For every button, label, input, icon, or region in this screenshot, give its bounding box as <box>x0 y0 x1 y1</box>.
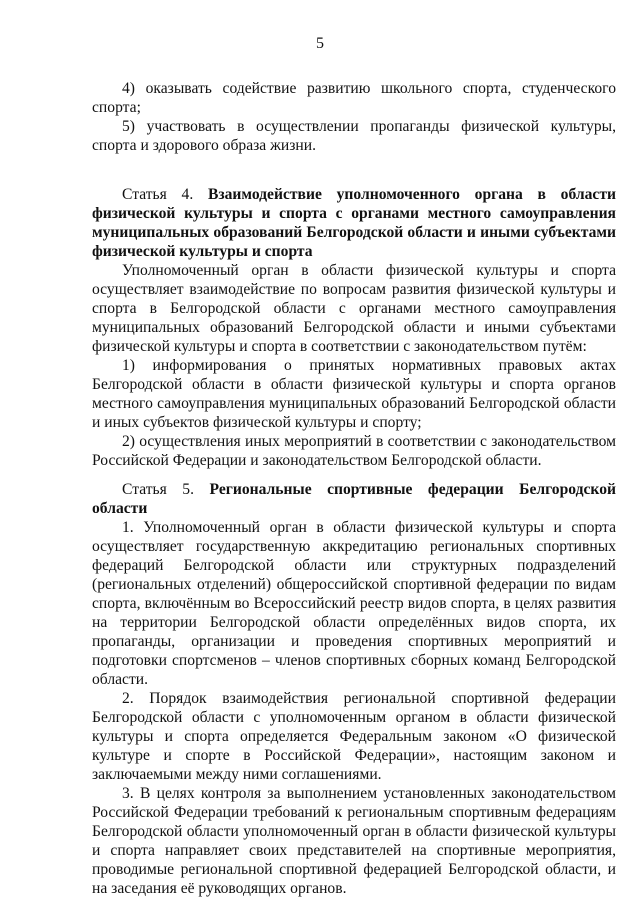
article-4-title: Взаимодействие уполномоченного органа в области физической культуры и спорта с органами местного самоуправления муниципальных образований Белгородской области и иными субъектами физической культуры и спорта <box>92 186 616 260</box>
list-item-5: 5) участвовать в осуществлении пропаганды физической культуры, спорта и здорового образа жизни. <box>92 118 616 154</box>
article-5-paragraph-2: 2. Порядок взаимодействия региональной спортивной федерации Белгородской области с уполномоченным органом в области физической культуры и спорта определяется Федеральным законом «О физической культуре и спорте в Российской Федерации», настоящим законом и заключаемыми между ними соглашениями. <box>92 690 616 783</box>
article-5-paragraph-3: 3. В целях контроля за выполнением установленных законодательством Российской Федерации требований к региональным спортивным федерациям Белгородской области уполномоченный орган в области физической культуры и спорта направляет своих представителей на спортивные мероприятия, проводимые региональной спортивной федерацией Белгородской области, и на заседания её руководящих органов. <box>92 785 616 897</box>
article-4-label: Статья 4. <box>122 186 194 203</box>
page-number: 5 <box>316 35 324 52</box>
article-5-heading <box>92 480 616 518</box>
article-5-label: Статья 5. <box>122 481 195 498</box>
article-4-paragraph-1: 1) информирования о принятых нормативных правовых актах Белгородской области в области физической культуры и спорта органов местного самоуправления муниципальных образований Белгородской области и иных субъектов физической культуры и спорту; <box>92 357 616 431</box>
list-continuation <box>92 79 616 155</box>
article-4-paragraph-2: 2) осуществления иных мероприятий в соответствии с законодательством Российской Федерации и законодательством Белгородской области. <box>92 433 616 469</box>
article-5-title: Региональные спортивные федерации Белгородской области <box>92 481 616 517</box>
article-4-heading <box>92 185 616 261</box>
article-5-paragraph-1: 1. Уполномоченный орган в области физической культуры и спорта осуществляет государственную аккредитацию региональных спортивных федераций Белгородской области или структурных подразделений (региональных отделений) общероссийской спортивной федерации по видам спорта, включённым во Всероссийский реестр видов спорта, в целях развития на территории Белгородской области определённых видов спорта, их пропаганды, организации и проведения спортивных мероприятий и подготовки спортсменов – членов спортивных сборных команд Белгородской области. <box>92 519 616 688</box>
article-4-paragraph-intro: Уполномоченный орган в области физической культуры и спорта осуществляет взаимодействие по вопросам развития физической культуры и спорта в Белгородской области с органами местного самоуправления муниципальных образований Белгородской области и иными субъектами физической культуры и спорта в соответствии с законодательством путём: <box>92 262 616 355</box>
list-item-4: 4) оказывать содействие развитию школьного спорта, студенческого спорта; <box>92 80 616 116</box>
article-4 <box>92 185 616 470</box>
article-5 <box>92 480 616 898</box>
